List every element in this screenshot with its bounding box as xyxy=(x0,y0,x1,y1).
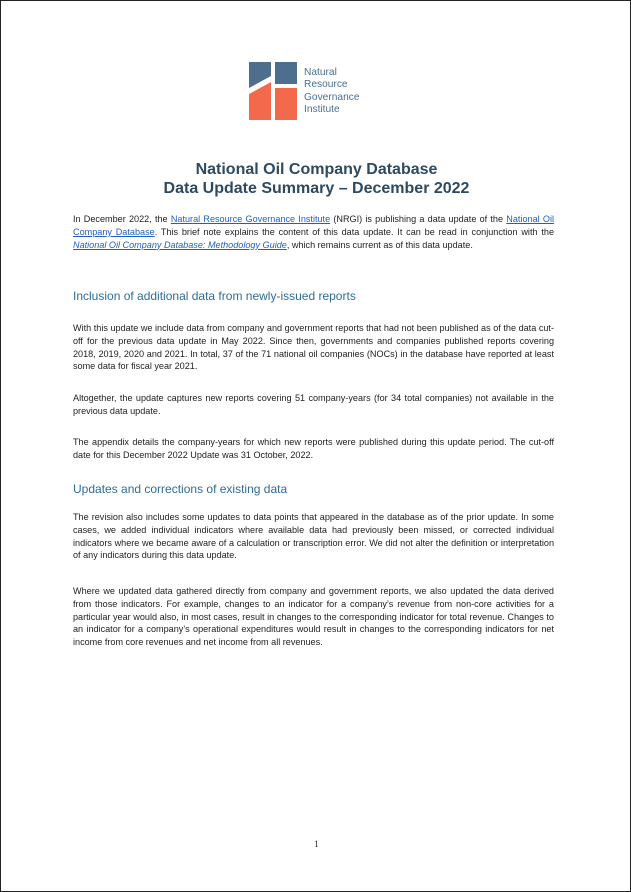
section-heading-additional-data: Inclusion of additional data from newly-issued reports xyxy=(73,289,356,303)
section1-paragraph-3: The appendix details the company-years for which new reports were published during this update period. The cut-off date for this December 2022 Update was 31 October, 2022. xyxy=(73,437,554,460)
section1-paragraph-2: Altogether, the update captures new reports covering 51 company-years (for 34 total companies) not available in the previous data update. xyxy=(73,393,554,416)
logo-line: Natural xyxy=(304,67,337,78)
intro-text: In December 2022, the xyxy=(73,214,171,224)
logo-wordmark xyxy=(304,67,360,117)
intro-text: . This brief note explains the content of this data update. It can be read in conjunction with the xyxy=(154,226,555,237)
nrgi-logo-mark-icon xyxy=(249,62,297,120)
logo-line: Governance xyxy=(304,91,360,103)
section2-paragraph-2: Where we updated data gathered directly from company and government reports, we also updated the data derived from those indicators. For example, changes to an indicator for a company’s revenue from non-core activities for a particular year would also, in most cases, result in changes to the corresponding indicator for total revenue. Changes to an indicator for a company’s operational expenditures would result in changes to the corresponding indicators for net income from core revenues and net income from all revenues. xyxy=(73,586,554,648)
nrgi-logo xyxy=(249,62,389,120)
section1-paragraph-1: With this update we include data from company and government reports that had not been published as of the data cut-off for the previous data update in May 2022. Since then, governments and companies published reports covering 2018, 2019, 2020 and 2021. In total, 37 of the 71 national oil companies (NOCs) in the database have reported at least some data for fiscal year 2021. xyxy=(73,323,554,372)
section2-paragraph-1: The revision also includes some updates to data points that appeared in the database as of the prior update. In some cases, we added individual indicators where available data had previously been missed, or corrected individual indicators where we became aware of a calculation or transcription error. We did not alter the definition or interpretation of any indicators during this data update. xyxy=(73,512,554,561)
page-number: 1 xyxy=(314,839,319,849)
intro-paragraph xyxy=(73,213,554,251)
document-title: National Oil Company Database xyxy=(195,161,438,178)
noc-database-link[interactable]: National Oil Company Database xyxy=(73,214,554,237)
document-subtitle: Data Update Summary – December 2022 xyxy=(163,180,470,197)
logo-line: Institute xyxy=(304,104,340,116)
logo-line: Resource xyxy=(304,79,348,91)
nrgi-link[interactable]: Natural Resource Governance Institute xyxy=(170,214,331,224)
intro-text: (NRGI) is publishing a data update of the xyxy=(330,214,507,224)
intro-text: , which remains current as of this data update. xyxy=(286,239,473,250)
methodology-guide-link[interactable]: National Oil Company Database: Methodology Guide xyxy=(73,239,287,250)
section-heading-updates-corrections: Updates and corrections of existing data xyxy=(73,482,288,496)
